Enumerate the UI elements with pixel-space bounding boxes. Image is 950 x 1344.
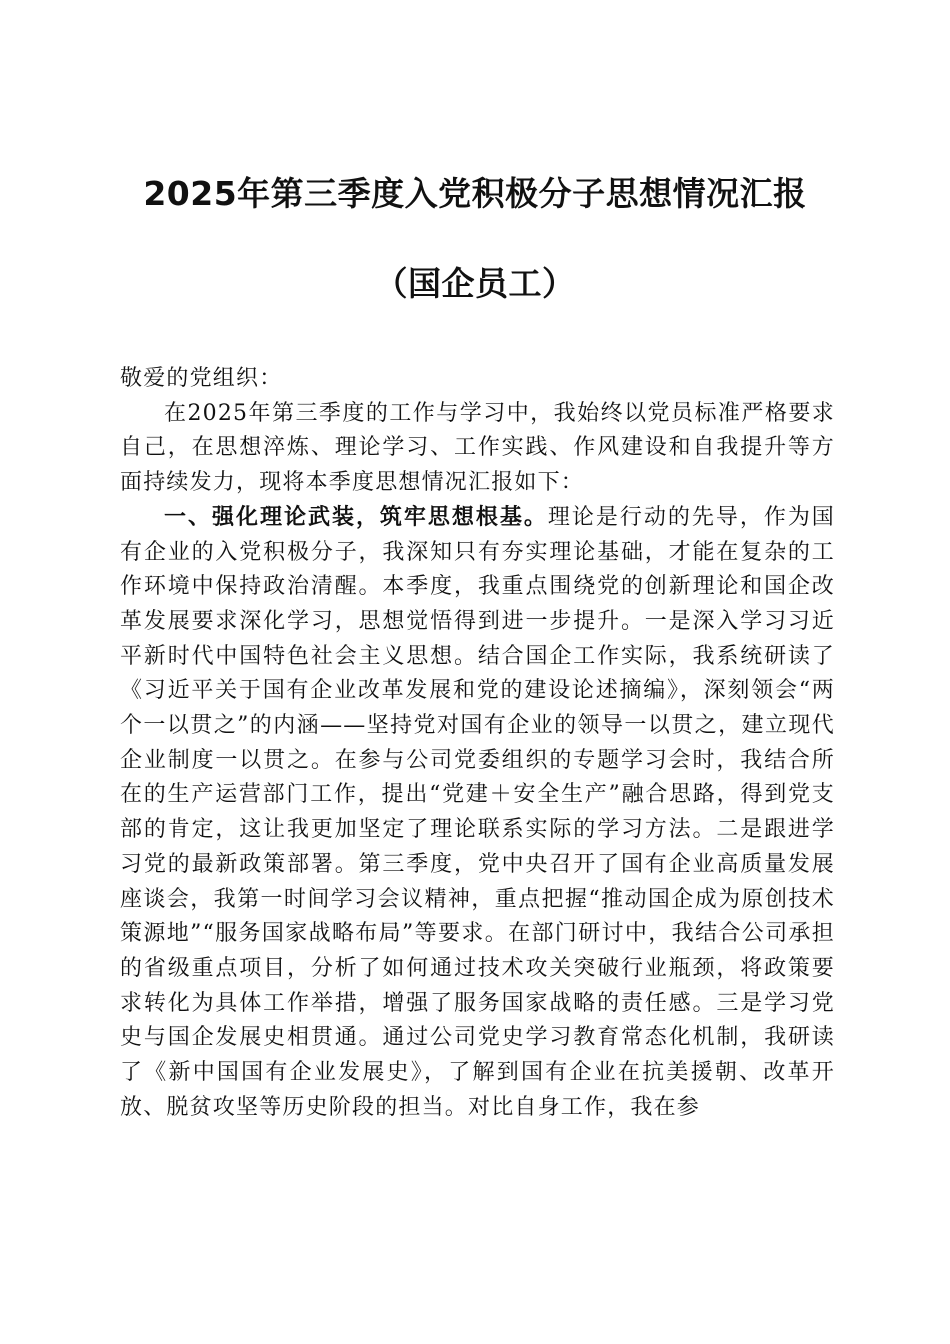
title-block — [0, 170, 950, 308]
document-body — [120, 362, 835, 1125]
section-1-paragraph — [120, 501, 835, 1126]
document-subtitle: （国企员工） — [374, 264, 576, 303]
section-1-heading: 一、强化理论武装，筑牢思想根基。 — [164, 504, 548, 530]
section-1-text: 理论是行动的先导，作为国有企业的入党积极分子，我深知只有夯实理论基础，才能在复杂的工作环境中保持政治清醒。本季度，我重点围绕党的创新理论和国企改革发展要求深化学习，思想觉悟得到进一步提升。一是深入学习习近平新时代中国特色社会主义思想。结合国企工作实际，我系统研读了《习近平关于国有企业改革发展和党的建设论述摘编》，深刻领会“两个一以贯之”的内涵——坚持党对国有企业的领导一以贯之，建立现代企业制度一以贯之。在参与公司党委组织的专题学习会时，我结合所在的生产运营部门工作，提出“党建＋安全生产”融合思路，得到党支部的肯定，这让我更加坚定了理论联系实际的学习方法。二是跟进学习党的最新政策部署。第三季度，党中央召开了国有企业高质量发展座谈会，我第一时间学习会议精神，重点把握“推动国企成为原创技术策源地”“服务国家战略布局”等要求。在部门研讨中，我结合公司承担的省级重点项目，分析了如何通过技术攻关突破行业瓶颈，将政策要求转化为具体工作举措，增强了服务国家战略的责任感。三是学习党史与国企发展史相贯通。通过公司党史学习教育常态化机制，我研读了《新中国国有企业发展史》，了解到国有企业在抗美援朝、改革开放、脱贫攻坚等历史阶段的担当。对比自身工作，我在参 — [120, 504, 836, 1120]
salutation: 敬爱的党组织： — [120, 366, 283, 391]
intro-paragraph: 在2025年第三季度的工作与学习中，我始终以党员标准严格要求自己，在思想淬炼、理论学习、工作实践、作风建设和自我提升等方面持续发力，现将本季度思想情况汇报如下： — [120, 400, 835, 496]
document-title: 2025年第三季度入党积极分子思想情况汇报 — [143, 174, 807, 213]
